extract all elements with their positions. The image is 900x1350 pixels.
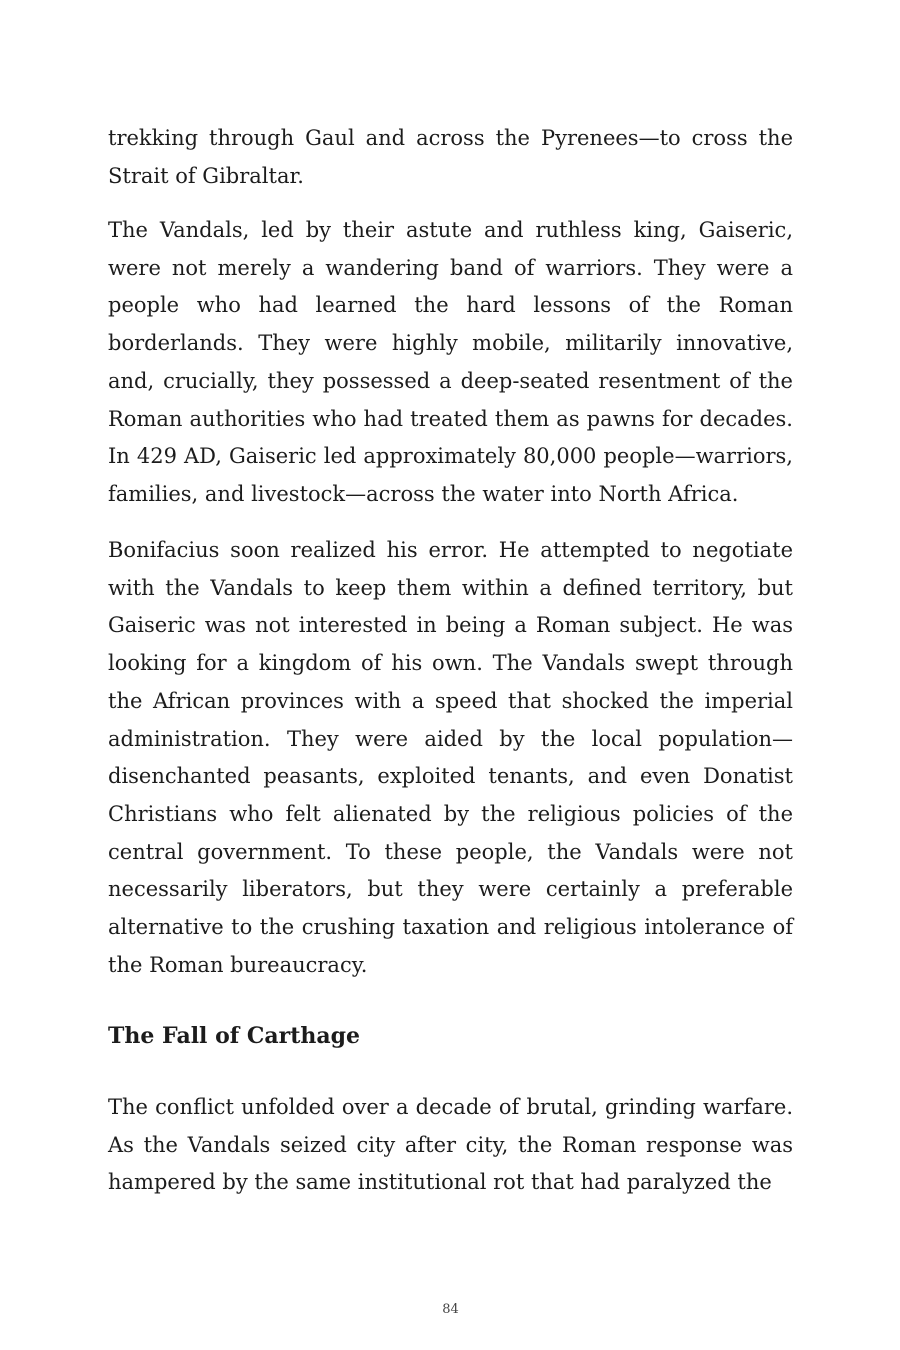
paragraph-3: Bonifacius soon realized his error. He attempted to negotiate with the Vandals to keep them within a defined territory, but Gaiseric was not interested in being a Roman subject. He was looking for a kingdom of his own. The Vandals swept through the African provinces with a speed that shocked the imperial administration. They were aided by the local population—disenchanted peasants, exploited tenants, and even Donatist Christians who felt alienated by the religious policies of the central government. To these people, the Vandals were not necessarily liberators, but they were certainly a preferable alternative to the crushing taxation and religious intolerance of the Roman bureaucracy.: [108, 538, 793, 977]
page-number: 84: [442, 1302, 459, 1317]
paragraph-2: The Vandals, led by their astute and ruthless king, Gaiseric, were not merely a wandering band of warriors. They were a people who had learned the hard lessons of the Roman borderlands. They were highly mobile, militarily innovative, and, crucially, they possessed a deep-seated resentment of the Roman authorities who had treated them as pawns for decades. In 429 AD, Gaiseric led approximately 80,000 people—warriors, families, and livestock—across the water into North Africa.: [108, 218, 793, 506]
paragraph-4: The conflict unfolded over a decade of brutal, grinding warfare. As the Vandals seized city after city, the Roman response was hampered by the same institutional rot that had paralyzed the: [108, 1095, 793, 1195]
paragraph-1: trekking through Gaul and across the Pyrenees—to cross the Strait of Gibraltar.: [108, 126, 793, 188]
book-page: [108, 0, 793, 1350]
section-heading: The Fall of Carthage: [108, 1023, 361, 1049]
